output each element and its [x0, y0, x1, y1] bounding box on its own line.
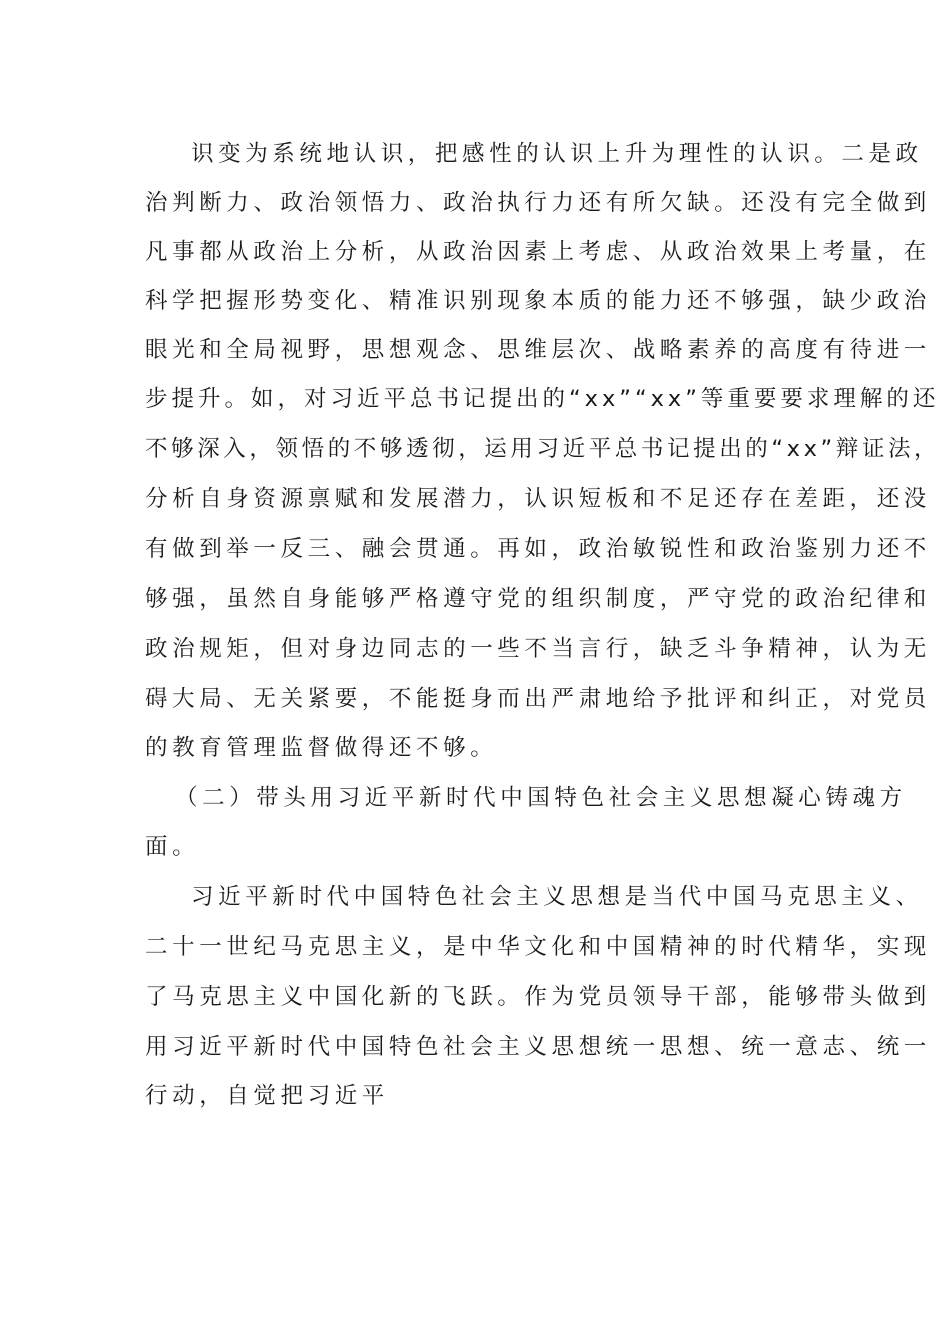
- text-line: 碍大局、无关紧要，不能挺身而出严肃地给予批评和纠正，对党员: [145, 686, 931, 712]
- text-line: 凡事都从政治上分析，从政治因素上考虑、从政治效果上考量，在: [145, 239, 931, 265]
- text-line: 分析自身资源禀赋和发展潜力，认识短板和不足还存在差距，还没: [145, 486, 931, 512]
- text-line: 治判断力、政治领悟力、政治执行力还有所欠缺。还没有完全做到: [145, 190, 931, 216]
- text-line: 了马克思主义中国化新的飞跃。作为党员领导干部，能够带头做到: [145, 984, 931, 1010]
- text-line: 识变为系统地认识，把感性的认识上升为理性的认识。二是政: [191, 141, 923, 167]
- text-line: 步提升。如，对习近平总书记提出的“xx”“xx”等重要要求理解的还: [145, 386, 940, 412]
- section-heading-continuation: 面。: [145, 834, 200, 860]
- text-line: 习近平新时代中国特色社会主义思想是当代中国马克思主义、: [191, 884, 923, 910]
- text-line: 够强，虽然自身能够严格遵守党的组织制度，严守党的政治纪律和: [145, 586, 931, 612]
- text-line: 科学把握形势变化、精准识别现象本质的能力还不够强，缺少政治: [145, 288, 931, 314]
- text-line: 用习近平新时代中国特色社会主义思想统一思想、统一意志、统一: [145, 1034, 931, 1060]
- text-line: 二十一世纪马克思主义，是中华文化和中国精神的时代精华，实现: [145, 934, 931, 960]
- text-line: 行动，自觉把习近平: [145, 1083, 389, 1109]
- section-heading: （二）带头用习近平新时代中国特色社会主义思想凝心铸魂方: [175, 785, 907, 811]
- text-line: 不够深入，领悟的不够透彻，运用习近平总书记提出的“xx”辩证法，: [145, 436, 941, 462]
- text-line: 政治规矩，但对身边同志的一些不当言行，缺乏斗争精神，认为无: [145, 636, 931, 662]
- text-line: 眼光和全局视野，思想观念、思维层次、战略素养的高度有待进一: [145, 337, 931, 363]
- text-line: 有做到举一反三、融会贯通。再如，政治敏锐性和政治鉴别力还不: [145, 536, 931, 562]
- text-line: 的教育管理监督做得还不够。: [145, 735, 498, 761]
